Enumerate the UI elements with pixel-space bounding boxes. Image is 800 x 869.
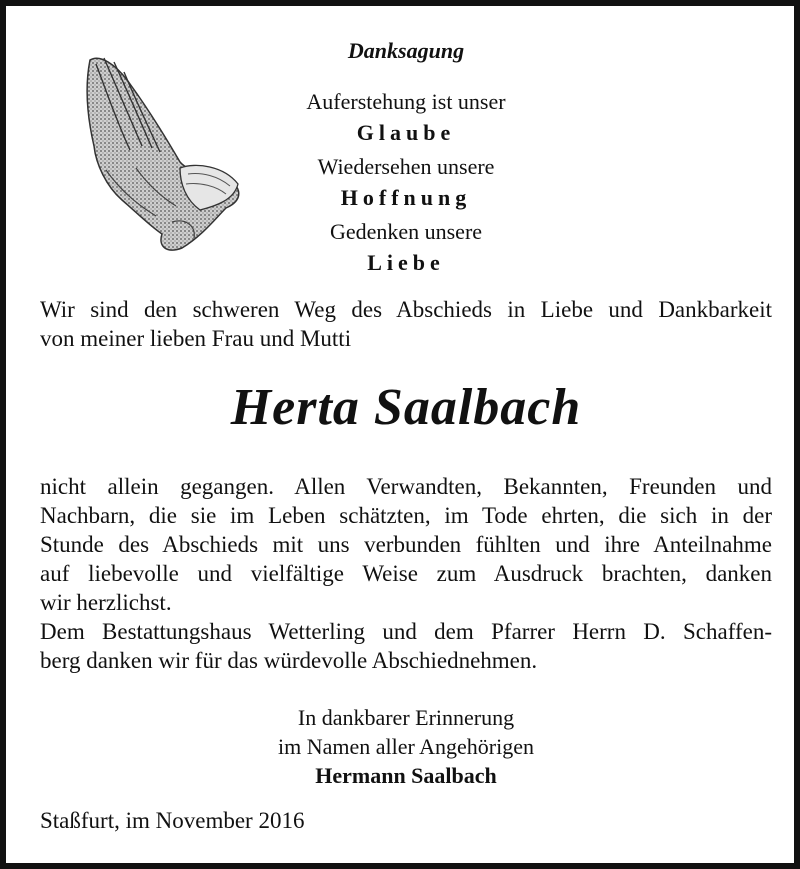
verse-keyword-3: Liebe (367, 250, 445, 275)
deceased-name: Herta Saalbach (230, 379, 582, 436)
verse-line-2: Wiedersehen unsere (317, 154, 495, 179)
body-line: Dem Bestattungshaus Wetterling und dem Pfarrer Herrn D. Schaffen- (40, 619, 772, 644)
body-line: berg danken wir für das würdevolle Abschiednehmen. (40, 648, 538, 673)
body-line: nicht allein gegangen. Allen Verwandten, Bekannten, Freunden und (40, 474, 772, 499)
intro-line: Wir sind den schweren Weg des Abschieds in Liebe und Dankbarkeit (40, 297, 772, 322)
place-date: Staßfurt, im November 2016 (40, 808, 305, 833)
body-line: Nachbarn, die sie im Leben schätzten, im Tode ehrten, die sich in der (40, 503, 772, 528)
verse-keyword-1: Glaube (356, 120, 456, 145)
heading-title: Danksagung (347, 38, 465, 63)
closing-line-1: In dankbarer Erinnerung (297, 705, 515, 730)
verse-keyword-2: Hoffnung (340, 185, 472, 210)
body-line: auf liebevolle und vielfältige Weise zum Ausdruck brachten, danken (40, 561, 772, 586)
intro-paragraph (40, 295, 772, 353)
intro-line: von meiner lieben Frau und Mutti (40, 326, 352, 351)
signer-name: Hermann Saalbach (315, 763, 497, 788)
body-paragraph (40, 472, 772, 675)
body-line: wir herzlichst. (40, 590, 172, 615)
closing-line-2: im Namen aller Angehörigen (278, 734, 534, 759)
body-line: Stunde des Abschieds mit uns verbunden fühlten und ihre Anteilnahme (40, 532, 772, 557)
verse-line-3: Gedenken unsere (329, 219, 483, 244)
verse-line-1: Auferstehung ist unser (306, 89, 506, 114)
